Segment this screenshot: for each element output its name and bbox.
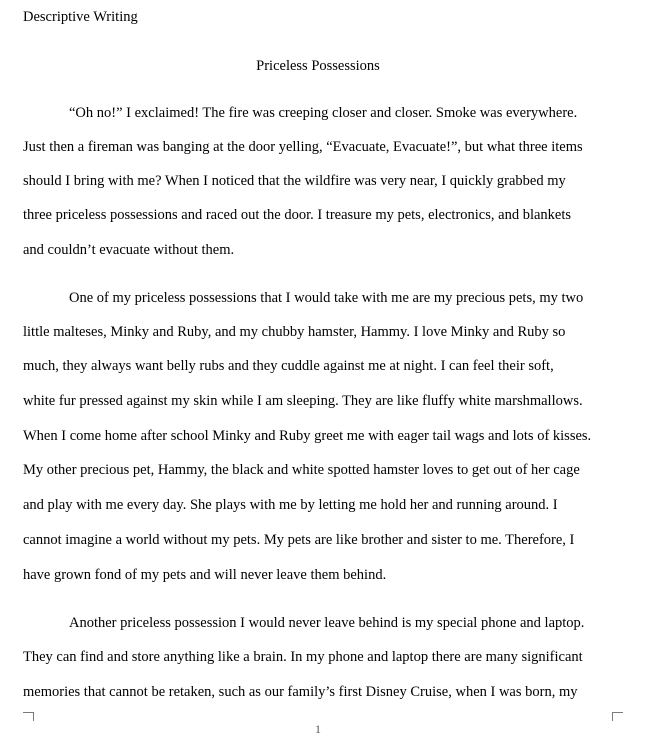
page-corner-mark-right [612, 712, 623, 721]
text-line: little malteses, Minky and Ruby, and my chubby hamster, Hammy. I love Minky and Ruby so [23, 324, 566, 340]
text-line: Just then a fireman was banging at the door yelling, “Evacuate, Evacuate!”, but what three items [23, 139, 583, 155]
document-header: Descriptive Writing [23, 9, 138, 25]
document-title: Priceless Possessions [256, 58, 380, 74]
text-line: white fur pressed against my skin while I am sleeping. They are like fluffy white marshmallows. [23, 393, 583, 409]
text-line: and play with me every day. She plays with me by letting me hold her and running around. I [23, 497, 558, 513]
text-line: One of my priceless possessions that I would take with me are my precious pets, my two [69, 290, 584, 306]
text-line: much, they always want belly rubs and they cuddle against me at night. I can feel their soft, [23, 358, 554, 374]
text-line: My other precious pet, Hammy, the black and white spotted hamster loves to get out of her cage [23, 462, 580, 478]
page-corner-mark-left [23, 712, 34, 721]
text-line: They can find and store anything like a brain. In my phone and laptop there are many significant [23, 649, 583, 665]
text-line: “Oh no!” I exclaimed! The fire was creeping closer and closer. Smoke was everywhere. [69, 105, 578, 121]
text-line: cannot imagine a world without my pets. My pets are like brother and sister to me. Therefore, I [23, 532, 575, 548]
page-number: 1 [315, 722, 321, 736]
text-line: memories that cannot be retaken, such as our family’s first Disney Cruise, when I was born, my [23, 684, 578, 700]
text-line: have grown fond of my pets and will never leave them behind. [23, 567, 387, 583]
text-line: should I bring with me? When I noticed that the wildfire was very near, I quickly grabbed my [23, 173, 566, 189]
text-line: and couldn’t evacuate without them. [23, 242, 235, 258]
text-line: three priceless possessions and raced out the door. I treasure my pets, electronics, and blankets [23, 207, 572, 223]
text-line: When I come home after school Minky and Ruby greet me with eager tail wags and lots of kisses. [23, 428, 592, 444]
text-line: Another priceless possession I would never leave behind is my special phone and laptop. [69, 615, 585, 631]
